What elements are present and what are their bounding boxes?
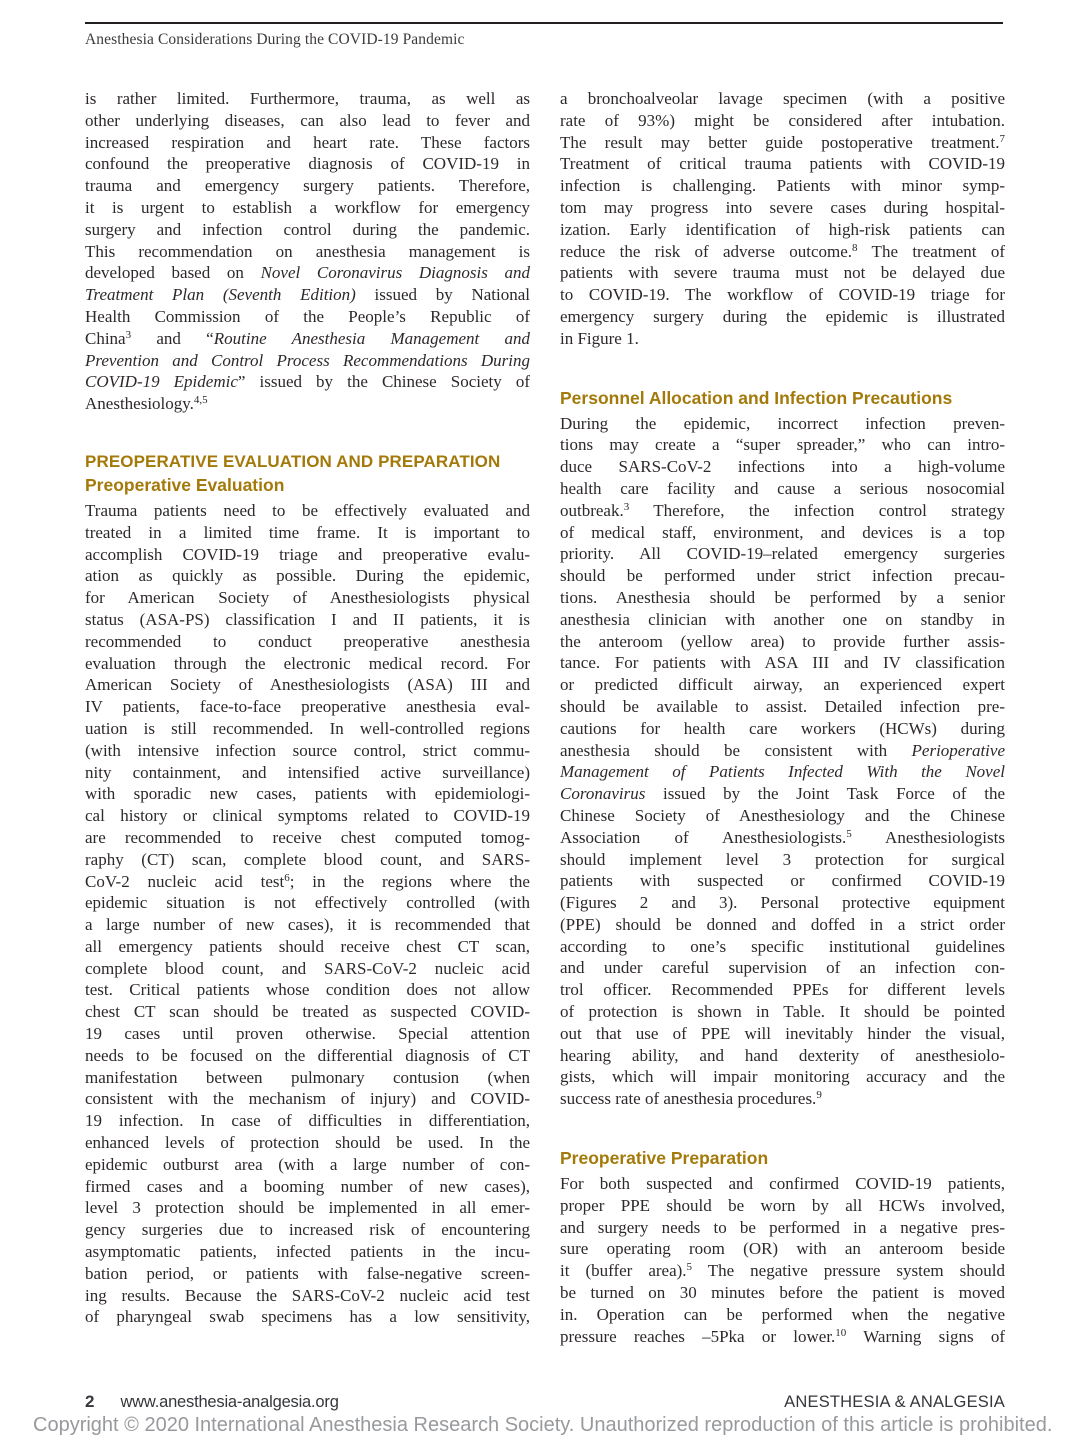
text-line: patients with severe trauma must not be delayed due <box>560 263 1005 283</box>
text-line: ation as quickly as possible. During the epidemic, <box>85 566 530 586</box>
text-line: pressure reaches –5Pka or lower.$^{10}$ Warning signs of <box>560 1326 1005 1346</box>
text-line: Trauma patients need to be effectively evaluated and <box>85 500 530 520</box>
text-line: in Figure 1. <box>560 328 639 348</box>
text-line: trauma and emergency surgery patients. Therefore, <box>85 176 530 196</box>
text-line: should be performed under strict infection precau- <box>560 566 1005 586</box>
text-line: are recommended to receive chest computed tomog- <box>85 827 530 847</box>
text-line: Coronavirus issued by the Joint Task Force of the <box>560 784 1005 804</box>
text-line: it is urgent to establish a workflow for emergency <box>85 197 530 217</box>
text-line: a bronchoalveolar lavage specimen (with a positive <box>560 89 1005 108</box>
text-line: tom may progress into severe cases during hospital- <box>560 197 1005 217</box>
text-line: rate of 93%) might be considered after intubation. <box>560 110 1005 130</box>
text-line: hearing ability, and hand dexterity of anesthesiolo- <box>560 1045 1005 1065</box>
text-line: Anesthesiology.$^{4,5}$ <box>85 394 208 414</box>
text-line: be turned on 30 minutes before the patient is moved <box>560 1283 1005 1303</box>
text-line: to COVID-19. The workflow of COVID-19 triage for <box>560 285 1005 305</box>
text-line: accomplish COVID-19 triage and preoperative evalu- <box>85 544 530 564</box>
text-line: gists, which will impair monitoring accuracy and the <box>560 1067 1005 1087</box>
text-line: evaluation through the electronic medical record. For <box>85 653 530 673</box>
text-line: surgery and infection control during the pandemic. <box>85 219 530 239</box>
text-line: of pharyngeal swab specimens has a low sensitivity, <box>85 1307 530 1327</box>
text-line: 19 infection. In case of difficulties in differentiation, <box>85 1111 530 1131</box>
copyright-notice: Copyright © 2020 International Anesthesia Research Society. Unauthorized reproduction of this article is prohibited. <box>33 1414 1053 1436</box>
text-line: ization. Early identification of high-risk patients can <box>560 219 1005 239</box>
text-line: tance. For patients with ASA III and IV classification <box>560 653 1005 673</box>
text-line: cautions for health care workers (HCWs) during <box>560 718 1005 738</box>
text-line: chest CT scan should be treated as suspected COVID- <box>85 1002 530 1022</box>
text-line: firmed cases and a booming number of new cases), <box>85 1176 530 1196</box>
text-line: infection is challenging. Patients with minor symp- <box>560 176 1005 196</box>
text-line: COVID-19 Epidemic” issued by the Chinese Society of <box>85 372 530 392</box>
text-line: enhanced levels of protection should be used. In the <box>85 1133 530 1153</box>
left-column <box>85 88 530 1347</box>
text-line: IV patients, face-to-face preoperative anesthesia eval- <box>85 697 530 717</box>
text-line: epidemic situation is not effectively controlled (with <box>85 893 530 913</box>
text-line: consistent with the mechanism of injury) and COVID- <box>85 1089 530 1109</box>
text-line: status (ASA-PS) classification I and II patients, it is <box>85 609 530 629</box>
text-line: complete blood count, and SARS-CoV-2 nucleic acid <box>85 958 530 978</box>
text-line: uation is still recommended. In well-controlled regions <box>85 718 530 738</box>
text-line: it (buffer area).$^5$ The negative pressure system should <box>560 1261 1005 1281</box>
text-line: (with intensive infection source control, strict commu- <box>85 740 530 760</box>
text-line: is rather limited. Furthermore, trauma, as well as <box>85 89 530 108</box>
text-line: recommended to conduct preoperative anesthesia <box>85 631 530 651</box>
text-line: The result may better guide postoperative treatment.$^7$ <box>560 132 1005 152</box>
text-line: the anteroom (yellow area) to provide further assis- <box>560 631 1005 651</box>
text-line: should be available to assist. Detailed infection pre- <box>560 696 1005 716</box>
text-line: and under careful supervision of an infection con- <box>560 958 1005 978</box>
text-line: health care facility and cause a serious nosocomial <box>560 478 1005 498</box>
text-line: anesthesia should be consistent with Perioperative <box>560 740 1005 760</box>
text-line: with sporadic new cases, patients with epidemiologi- <box>85 784 530 804</box>
text-line: China$^3$ and “Routine Anesthesia Management and <box>85 328 530 348</box>
text-line: proper PPE should be worn by all HCWs involved, <box>560 1195 1005 1215</box>
paragraph <box>85 88 530 415</box>
text-line: tions. Anesthesia should be performed by a senior <box>560 587 1005 607</box>
text-line: 19 cases until proven otherwise. Special attention <box>85 1024 530 1044</box>
page-footer <box>85 1392 1005 1412</box>
text-line: level 3 protection should be implemented in all emer- <box>85 1198 530 1218</box>
text-line: test. Critical patients whose condition does not allow <box>85 980 530 1000</box>
text-line: a large number of new cases), it is recommended that <box>85 915 530 935</box>
paragraph <box>560 413 1005 1111</box>
text-line: sure operating room (OR) with an anteroom beside <box>560 1239 1005 1259</box>
text-line: reduce the risk of adverse outcome.$^8$ The treatment of <box>560 241 1005 261</box>
text-line: all emergency patients should receive chest CT scan, <box>85 936 530 956</box>
text-line: gency surgeries due to increased risk of encountering <box>85 1220 530 1240</box>
page-number: 2 <box>85 1392 95 1411</box>
text-line: anesthesia clinician with another one on standby in <box>560 609 1005 629</box>
text-line: success rate of anesthesia procedures.$^9$ <box>560 1089 822 1109</box>
running-head: Anesthesia Considerations During the COVID-19 Pandemic <box>85 31 465 48</box>
text-line: other underlying diseases, can also lead to fever and <box>85 110 530 130</box>
subsection-heading: Preoperative Evaluation <box>85 474 285 495</box>
text-line: according to one’s specific institutional guidelines <box>560 936 1005 956</box>
text-line: emergency surgery during the epidemic is illustrated <box>560 306 1005 326</box>
journal-url[interactable]: www.anesthesia-analgesia.org <box>120 1393 339 1411</box>
text-line: needs to be focused on the differential diagnosis of CT <box>85 1045 530 1065</box>
right-column <box>560 88 1005 1347</box>
text-line: Health Commission of the People’s Republic of <box>85 306 530 326</box>
text-line: in. Operation can be performed when the negative <box>560 1304 1005 1324</box>
text-line: confound the preoperative diagnosis of COVID-19 in <box>85 154 530 174</box>
paragraph <box>560 88 1005 350</box>
text-line: Association of Anesthesiologists.$^5$ Anesthesiologists <box>560 827 1005 847</box>
text-line: developed based on Novel Coronavirus Diagnosis and <box>85 263 530 283</box>
text-line: Management of Patients Infected With the Novel <box>560 762 1005 782</box>
paragraph <box>560 1173 1005 1347</box>
text-line: of protection is shown in Table. It should be pointed <box>560 1002 1005 1022</box>
text-line: should implement level 3 protection for surgical <box>560 849 1005 869</box>
text-line: ing results. Because the SARS-CoV-2 nucleic acid test <box>85 1285 530 1305</box>
text-line: During the epidemic, incorrect infection preven- <box>560 413 1005 433</box>
text-line: for American Society of Anesthesiologists physical <box>85 588 530 608</box>
text-line: duce SARS-CoV-2 infections into a high-volume <box>560 457 1005 477</box>
text-line: (Figures 2 and 3). Personal protective equipment <box>560 893 1005 913</box>
text-line: bation period, or patients with false-negative screen- <box>85 1263 530 1283</box>
text-line: manifestation between pulmonary contusion (when <box>85 1067 530 1087</box>
paragraph <box>85 500 530 1328</box>
text-line: raphy (CT) scan, complete blood count, and SARS- <box>85 849 530 869</box>
text-line: CoV-2 nucleic acid test$^6$; in the regions where the <box>85 871 530 891</box>
text-line: cal history or clinical symptoms related to COVID-19 <box>85 806 530 826</box>
text-line: Treatment of critical trauma patients with COVID-19 <box>560 154 1005 174</box>
text-line: epidemic outburst area (with a large number of con- <box>85 1154 530 1174</box>
text-line: out that use of PPE will inevitably hinder the visual, <box>560 1023 1005 1043</box>
text-line: asymptomatic patients, infected patients in the incu- <box>85 1242 530 1262</box>
text-line: treated in a limited time frame. It is important to <box>85 522 530 542</box>
text-line: Treatment Plan (Seventh Edition) issued by National <box>85 285 530 305</box>
text-line: and surgery needs to be performed in a negative pres- <box>560 1217 1005 1237</box>
text-line: patients with suspected or confirmed COVID-19 <box>560 871 1005 891</box>
text-line: or predicted difficult airway, an experienced expert <box>560 675 1005 695</box>
text-line: outbreak.$^3$ Therefore, the infection control strategy <box>560 500 1005 520</box>
section-heading: PREOPERATIVE EVALUATION AND PREPARATION <box>85 451 501 471</box>
text-line: trol officer. Recommended PPEs for different levels <box>560 980 1005 1000</box>
text-line: This recommendation on anesthesia management is <box>85 241 530 261</box>
text-line: For both suspected and confirmed COVID-19 patients, <box>560 1174 1005 1194</box>
article-body <box>85 88 1005 1347</box>
text-line: priority. All COVID-19–related emergency surgeries <box>560 544 1005 564</box>
text-line: (PPE) should be donned and doffed in a strict order <box>560 914 1005 934</box>
text-line: American Society of Anesthesiologists (ASA) III and <box>85 675 530 695</box>
subsection-heading: Preoperative Preparation <box>560 1148 769 1169</box>
text-line: Chinese Society of Anesthesiology and the Chinese <box>560 805 1005 825</box>
text-line: Prevention and Control Process Recommendations During <box>85 350 530 370</box>
header-rule <box>85 22 1003 24</box>
subsection-heading: Personnel Allocation and Infection Precautions <box>560 387 953 408</box>
text-line: of medical staff, environment, and devices is a top <box>560 522 1005 542</box>
text-line: tions may create a “super spreader,” who can intro- <box>560 435 1005 455</box>
text-line: increased respiration and heart rate. These factors <box>85 132 530 152</box>
journal-name: ANESTHESIA & ANALGESIA <box>784 1393 1005 1411</box>
text-line: nity containment, and intensified active surveillance) <box>85 762 530 782</box>
